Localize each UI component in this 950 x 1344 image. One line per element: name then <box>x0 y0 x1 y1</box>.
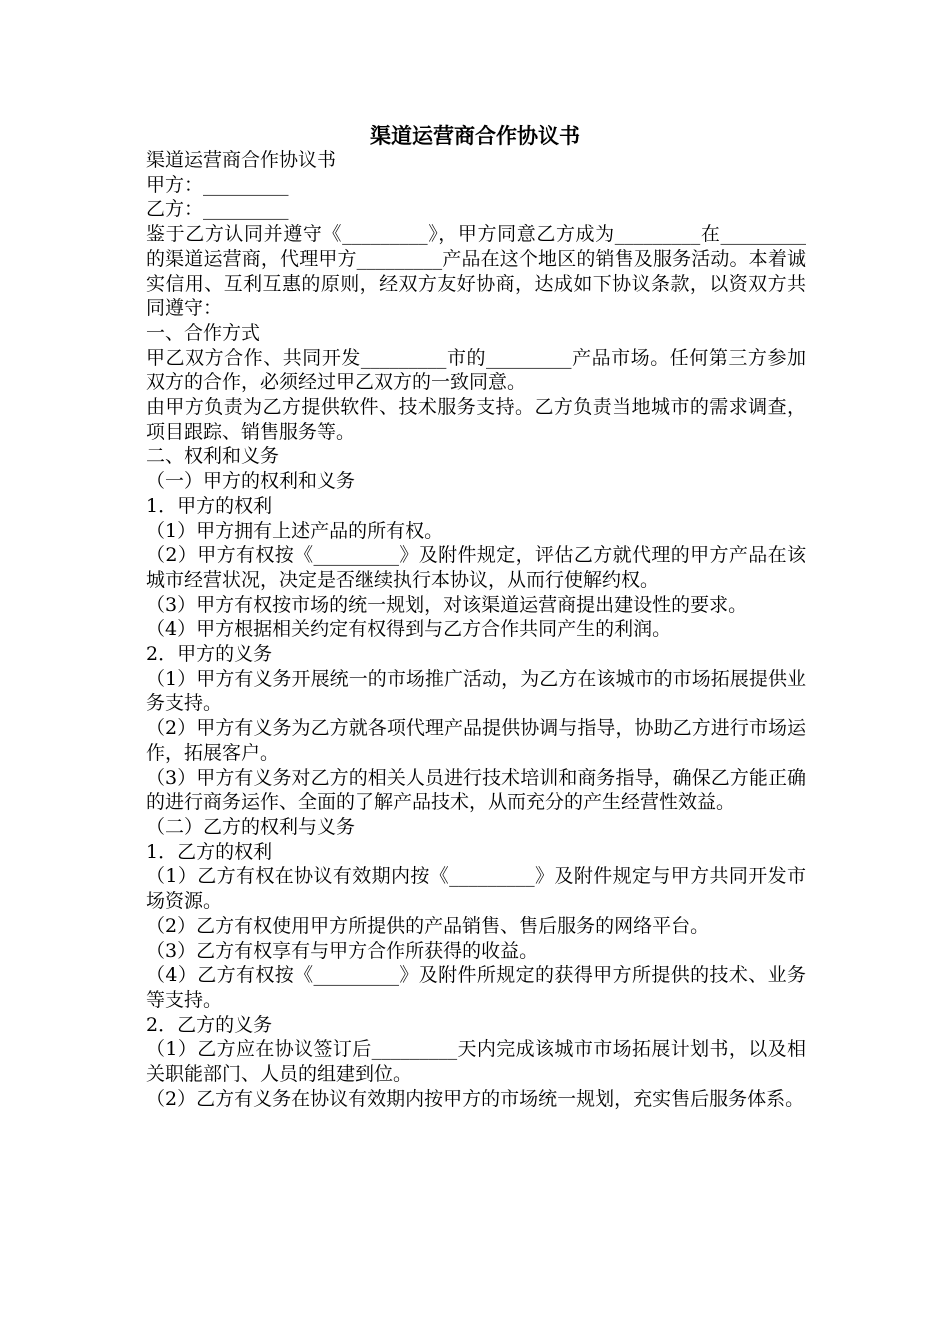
paragraph: 由甲方负责为乙方提供软件、技术服务支持。乙方负责当地城市的需求调查，项目跟踪、销售服务等。 <box>146 396 806 443</box>
clause-item: （4）乙方有权按《_________》及附件所规定的获得甲方所提供的技术、业务等支持。 <box>146 964 806 1011</box>
clause-item: （3）甲方有权按市场的统一规划，对该渠道运营商提出建设性的要求。 <box>146 593 748 616</box>
document-title: 渠道运营商合作协议书 <box>370 123 580 148</box>
paragraph-heading-repeat: 渠道运营商合作协议书 <box>146 149 337 171</box>
document-body <box>146 148 806 1111</box>
clause-item: （1）甲方拥有上述产品的所有权。 <box>146 519 444 542</box>
paragraph: 甲乙双方合作、共同开发_________市的_________产品市场。任何第三方参加双方的合作，必须经过甲乙双方的一致同意。 <box>146 346 806 394</box>
item-heading: 2．乙方的义务 <box>146 1013 273 1036</box>
clause-item: （2）乙方有权使用甲方所提供的产品销售、售后服务的网络平台。 <box>146 914 710 937</box>
clause-item: （1）乙方有权在协议有效期内按《_________》及附件规定与甲方共同开发市场资源。 <box>146 865 806 913</box>
clause-item: （3）乙方有权享有与甲方合作所获得的收益。 <box>146 939 539 962</box>
item-heading: 1．甲方的权利 <box>146 494 273 517</box>
item-heading: 1．乙方的权利 <box>146 840 273 863</box>
clause-item: （1）甲方有义务开展统一的市场推广活动，为乙方在该城市的市场拓展提供业务支持。 <box>146 667 806 715</box>
clause-item: （2）乙方有义务在协议有效期内按甲方的市场统一规划，充实售后服务体系。 <box>146 1087 805 1110</box>
clause-item: （3）甲方有义务对乙方的相关人员进行技术培训和商务指导，确保乙方能正确的进行商务运作、全面的了解产品技术，从而充分的产生经营性效益。 <box>146 766 806 814</box>
clause-item: （2）甲方有义务为乙方就各项代理产品提供协调与指导，协助乙方进行市场运作，拓展客户。 <box>146 717 806 764</box>
preamble-paragraph: 鉴于乙方认同并遵守《_________》，甲方同意乙方成为_________在_________的渠道运营商，代理甲方_________产品在这个地区的销售及服务活动。本着诚实信用、互利互惠的原则，经双方友好协商，达成如下协议条款，以资双方共同遵守： <box>146 223 806 320</box>
subsection-heading-party-a: （一）甲方的权利和义务 <box>146 470 356 493</box>
party-b-line: 乙方：_________ <box>146 198 289 221</box>
subsection-heading-party-b: （二）乙方的权利与义务 <box>146 815 356 838</box>
clause-item: （2）甲方有权按《_________》及附件规定，评估乙方就代理的甲方产品在该城市经营状况，决定是否继续执行本协议，从而行使解约权。 <box>146 544 806 591</box>
section-heading-rights: 二、权利和义务 <box>146 445 280 468</box>
item-heading: 2．甲方的义务 <box>146 643 273 666</box>
clause-item: （4）甲方根据相关约定有权得到与乙方合作共同产生的利润。 <box>146 618 672 641</box>
clause-item: （1）乙方应在协议签订后_________天内完成该城市市场拓展计划书，以及相关职能部门、人员的组建到位。 <box>146 1038 806 1086</box>
party-a-line: 甲方：_________ <box>146 173 289 196</box>
section-heading-cooperation: 一、合作方式 <box>146 321 261 344</box>
